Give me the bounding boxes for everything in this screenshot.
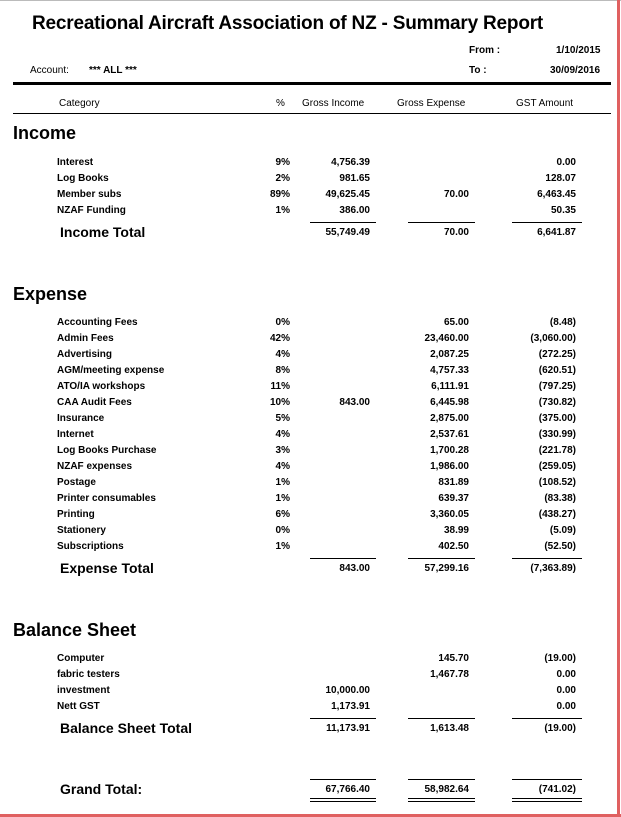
row-gst-amount: 6,463.45	[537, 189, 576, 200]
expense-total-topline-inc	[310, 558, 376, 559]
balance-sheet-total-topline-gst	[512, 718, 582, 719]
row-pct: 4%	[275, 461, 290, 472]
row-gst-amount: (375.00)	[538, 413, 576, 424]
row-pct: 4%	[275, 429, 290, 440]
table-row	[0, 189, 621, 205]
row-gst-amount: (259.05)	[538, 461, 576, 472]
header-rule	[13, 82, 611, 85]
table-row	[0, 669, 621, 685]
row-gst-amount: (730.82)	[538, 397, 576, 408]
row-pct: 1%	[275, 205, 290, 216]
grand-total-gst: (741.02)	[538, 784, 576, 795]
income-total-expense: 70.00	[443, 227, 469, 238]
expense-total-row	[0, 560, 621, 578]
grand-total-income: 67,766.40	[325, 784, 370, 795]
row-category: Printer consumables	[57, 493, 156, 504]
table-row	[0, 653, 621, 669]
row-gst-amount: 0.00	[556, 701, 576, 712]
row-gross-income: 4,756.39	[331, 157, 370, 168]
row-gross-expense: 3,360.05	[430, 509, 469, 520]
col-gst-amount-header: GST Amount	[516, 98, 574, 109]
row-category: investment	[57, 685, 110, 696]
row-gst-amount: (438.27)	[538, 509, 576, 520]
row-pct: 1%	[275, 493, 290, 504]
row-gst-amount: 0.00	[556, 685, 576, 696]
row-pct: 8%	[275, 365, 290, 376]
expense-total-topline-exp	[408, 558, 475, 559]
row-pct: 89%	[269, 189, 290, 200]
row-gross-income: 49,625.45	[325, 189, 370, 200]
row-pct: 3%	[275, 445, 290, 456]
row-gst-amount: (3,060.00)	[530, 333, 576, 344]
row-gst-amount: (19.00)	[544, 653, 576, 664]
row-pct: 5%	[275, 413, 290, 424]
table-row	[0, 317, 621, 333]
table-row	[0, 397, 621, 413]
row-gross-income: 10,000.00	[325, 685, 370, 696]
row-category: Accounting Fees	[57, 317, 138, 328]
row-gst-amount: (620.51)	[538, 365, 576, 376]
grand-total-underline-exp	[408, 798, 475, 799]
row-category: Insurance	[57, 413, 105, 424]
balance-sheet-total-topline-inc	[310, 718, 376, 719]
row-category: NZAF expenses	[57, 461, 133, 472]
row-category: fabric testers	[57, 669, 120, 680]
table-row	[0, 541, 621, 557]
grand-total-label: Grand Total:	[60, 781, 143, 797]
table-row	[0, 333, 621, 349]
row-pct: 10%	[269, 397, 290, 408]
row-category: Interest	[57, 157, 94, 168]
row-category: Stationery	[57, 525, 106, 536]
row-category: Internet	[57, 429, 94, 440]
row-category: ATO/IA workshops	[57, 381, 146, 392]
row-category: Nett GST	[57, 701, 100, 712]
row-gross-income: 981.65	[339, 173, 370, 184]
income-total-gst: 6,641.87	[537, 227, 576, 238]
row-gross-expense: 2,537.61	[430, 429, 469, 440]
row-pct: 6%	[275, 509, 290, 520]
income-total-row	[0, 224, 621, 242]
expense-total-topline-gst	[512, 558, 582, 559]
row-gross-expense: 831.89	[438, 477, 469, 488]
col-gross-expense-header: Gross Expense	[397, 98, 466, 109]
row-gross-expense: 1,467.78	[430, 669, 469, 680]
row-gst-amount: (330.99)	[538, 429, 576, 440]
income-total-topline-exp	[408, 222, 475, 223]
income-total-topline-gst	[512, 222, 582, 223]
balance-sheet-total-expense: 1,613.48	[430, 723, 469, 734]
to-date: 30/09/2016	[550, 65, 601, 76]
row-gst-amount: (108.52)	[538, 477, 576, 488]
table-row	[0, 461, 621, 477]
account-value: *** ALL ***	[89, 65, 137, 76]
table-row	[0, 365, 621, 381]
row-gst-amount: 0.00	[556, 669, 576, 680]
row-gross-income: 843.00	[339, 397, 370, 408]
row-pct: 1%	[275, 541, 290, 552]
account-label: Account:	[30, 65, 69, 76]
row-gst-amount: (8.48)	[549, 317, 576, 328]
balance-sheet-total-row	[0, 720, 621, 738]
balance-sheet-total-label: Balance Sheet Total	[60, 720, 193, 736]
table-row	[0, 349, 621, 365]
income-total-topline-inc	[310, 222, 376, 223]
row-pct: 0%	[275, 525, 290, 536]
row-gross-expense: 2,087.25	[430, 349, 469, 360]
grand-total-double-underline-gst	[512, 801, 582, 802]
income-section-title: Income	[13, 123, 77, 143]
row-gst-amount: (5.09)	[549, 525, 576, 536]
frame-top-border	[0, 0, 621, 1]
row-gross-expense: 38.99	[443, 525, 469, 536]
table-row	[0, 381, 621, 397]
row-gst-amount: (52.50)	[544, 541, 576, 552]
table-row	[0, 525, 621, 541]
table-row	[0, 429, 621, 445]
row-gst-amount: (83.38)	[544, 493, 576, 504]
grand-total-topline-inc	[310, 779, 376, 780]
row-gross-expense: 639.37	[438, 493, 469, 504]
row-gross-expense: 145.70	[438, 653, 469, 664]
from-label: From :	[469, 45, 501, 56]
table-row	[0, 413, 621, 429]
row-category: Log Books	[57, 173, 109, 184]
grand-total-double-underline-inc	[310, 801, 376, 802]
balance-sheet-section-title: Balance Sheet	[13, 620, 137, 640]
row-gst-amount: (221.78)	[538, 445, 576, 456]
row-category: Advertising	[57, 349, 113, 360]
row-gross-expense: 23,460.00	[424, 333, 469, 344]
row-gst-amount: (272.25)	[538, 349, 576, 360]
row-gross-expense: 6,445.98	[430, 397, 469, 408]
expense-total-label: Expense Total	[60, 560, 154, 576]
table-row	[0, 157, 621, 173]
row-pct: 0%	[275, 317, 290, 328]
report-title: Recreational Aircraft Association of NZ - Summary Report	[32, 13, 544, 34]
row-category: Printing	[57, 509, 95, 520]
to-label: To :	[469, 65, 487, 76]
row-category: Computer	[57, 653, 105, 664]
row-gst-amount: 128.07	[545, 173, 576, 184]
expense-total-income: 843.00	[339, 563, 370, 574]
grand-total-underline-gst	[512, 798, 582, 799]
row-category: CAA Audit Fees	[57, 397, 132, 408]
row-gross-expense: 70.00	[443, 189, 469, 200]
grand-total-row	[0, 781, 621, 799]
table-row	[0, 173, 621, 189]
column-header-rule	[13, 113, 611, 114]
table-row	[0, 493, 621, 509]
table-row	[0, 205, 621, 221]
row-category: Admin Fees	[57, 333, 114, 344]
row-pct: 1%	[275, 477, 290, 488]
row-pct: 11%	[270, 381, 290, 392]
grand-total-double-underline-exp	[408, 801, 475, 802]
grand-total-underline-inc	[310, 798, 376, 799]
table-row	[0, 701, 621, 717]
row-gross-expense: 1,986.00	[430, 461, 469, 472]
row-gst-amount: 0.00	[556, 157, 576, 168]
grand-total-topline-gst	[512, 779, 582, 780]
col-category-header: Category	[59, 98, 100, 109]
income-total-label: Income Total	[60, 224, 146, 240]
table-row	[0, 685, 621, 701]
row-pct: 42%	[269, 333, 290, 344]
expense-section-title: Expense	[13, 284, 88, 304]
balance-sheet-total-gst: (19.00)	[544, 723, 576, 734]
row-gross-expense: 6,111.91	[431, 381, 469, 392]
from-date: 1/10/2015	[556, 45, 601, 56]
row-category: Subscriptions	[57, 541, 124, 552]
expense-total-expense: 57,299.16	[424, 563, 469, 574]
row-gross-expense: 402.50	[438, 541, 469, 552]
row-gross-income: 386.00	[339, 205, 370, 216]
row-gross-expense: 4,757.33	[430, 365, 469, 376]
col-pct-header: %	[276, 98, 285, 109]
row-gross-expense: 2,875.00	[430, 413, 469, 424]
row-pct: 4%	[275, 349, 290, 360]
row-category: Postage	[57, 477, 96, 488]
col-gross-income-header: Gross Income	[302, 98, 365, 109]
row-gross-income: 1,173.91	[331, 701, 370, 712]
income-total-income: 55,749.49	[325, 227, 370, 238]
row-pct: 9%	[275, 157, 290, 168]
row-gross-expense: 1,700.28	[430, 445, 469, 456]
row-category: AGM/meeting expense	[57, 365, 165, 376]
row-category: Member subs	[57, 189, 122, 200]
table-row	[0, 509, 621, 525]
table-row	[0, 477, 621, 493]
row-category: NZAF Funding	[57, 205, 126, 216]
table-row	[0, 445, 621, 461]
balance-sheet-total-topline-exp	[408, 718, 475, 719]
grand-total-expense: 58,982.64	[424, 784, 469, 795]
row-gst-amount: (797.25)	[538, 381, 576, 392]
row-pct: 2%	[275, 173, 290, 184]
row-gst-amount: 50.35	[550, 205, 576, 216]
expense-total-gst: (7,363.89)	[530, 563, 576, 574]
row-category: Log Books Purchase	[57, 445, 157, 456]
grand-total-topline-exp	[408, 779, 475, 780]
balance-sheet-total-income: 11,173.91	[326, 723, 370, 734]
row-gross-expense: 65.00	[443, 317, 469, 328]
